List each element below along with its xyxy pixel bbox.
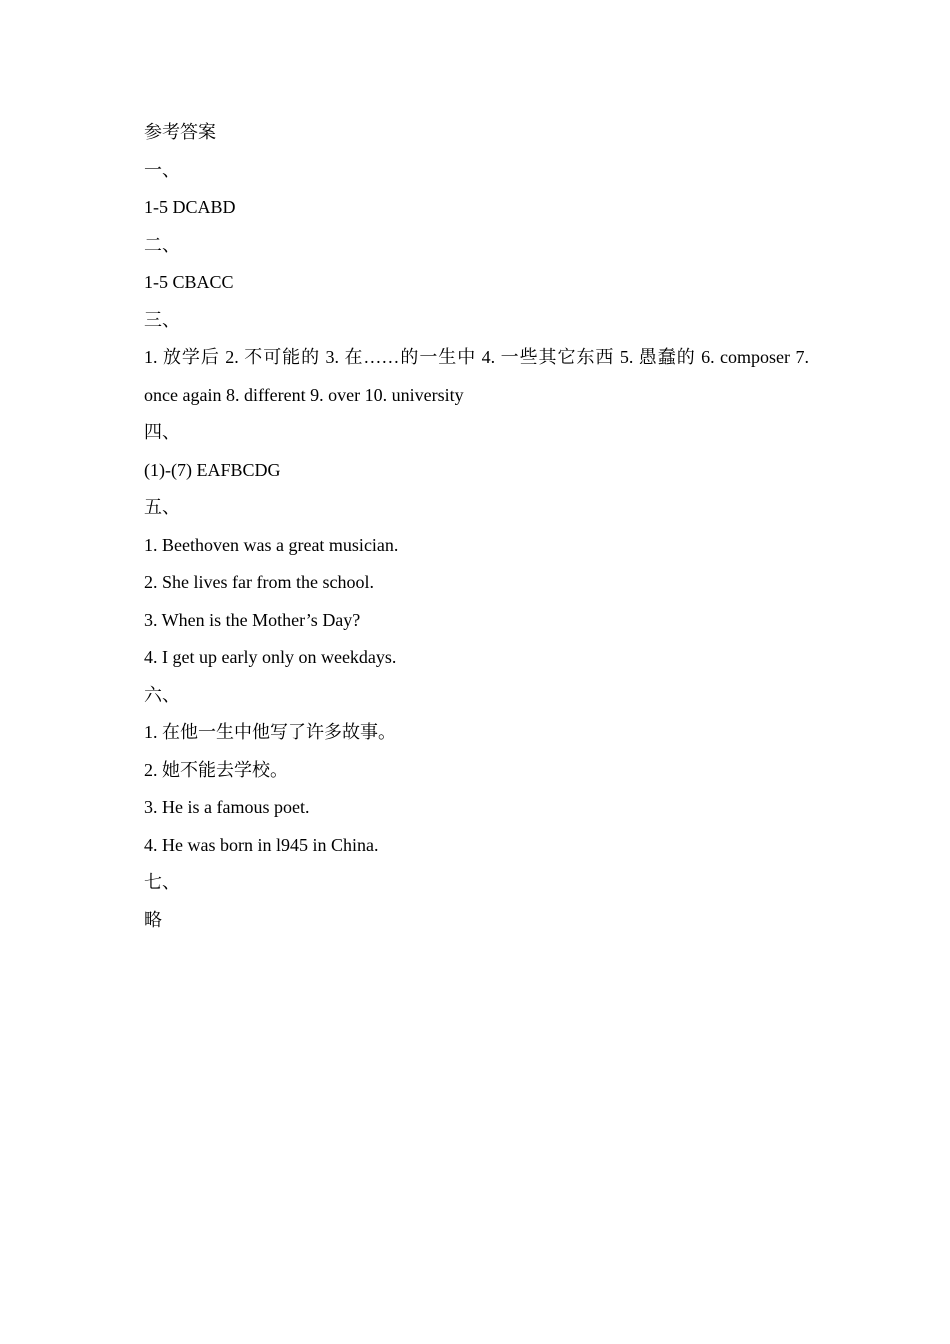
- section-6-heading: 六、: [144, 684, 180, 705]
- section-5-answer-1: 1. Beethoven was a great musician.: [144, 534, 399, 555]
- section-4-answer: (1)-(7) EAFBCDG: [144, 459, 281, 480]
- document-title: 参考答案: [144, 122, 216, 142]
- section-5-answer-3: 3. When is the Mother’s Day?: [144, 609, 361, 630]
- section-5-heading: 五、: [144, 497, 180, 517]
- section-4-heading: 四、: [144, 422, 180, 442]
- answer-key-content: [144, 114, 809, 939]
- section-2-heading: 二、: [144, 234, 180, 255]
- section-3-answer: 1. 放学后 2. 不可能的 3. 在……的一生中 4. 一些其它东西 5. 愚蠢的 6. composer 7. once again 8. different 9. over 10. university: [144, 347, 809, 405]
- section-6-answer-3: 3. He is a famous poet.: [144, 797, 310, 817]
- section-6-answer-1: 1. 在他一生中他写了许多故事。: [144, 722, 396, 742]
- section-6-answer-2: 2. 她不能去学校。: [144, 759, 288, 780]
- section-7-heading: 七、: [144, 872, 180, 892]
- section-5-answer-2: 2. She lives far from the school.: [144, 572, 374, 592]
- section-1-answer: 1-5 DCABD: [144, 197, 236, 217]
- section-2-answer: 1-5 CBACC: [144, 272, 234, 292]
- section-6-answer-4: 4. He was born in l945 in China.: [144, 834, 379, 855]
- section-1-heading: 一、: [144, 159, 180, 180]
- section-3-heading: 三、: [144, 309, 180, 330]
- section-5-answer-4: 4. I get up early only on weekdays.: [144, 647, 397, 667]
- section-7-answer: 略: [144, 909, 162, 930]
